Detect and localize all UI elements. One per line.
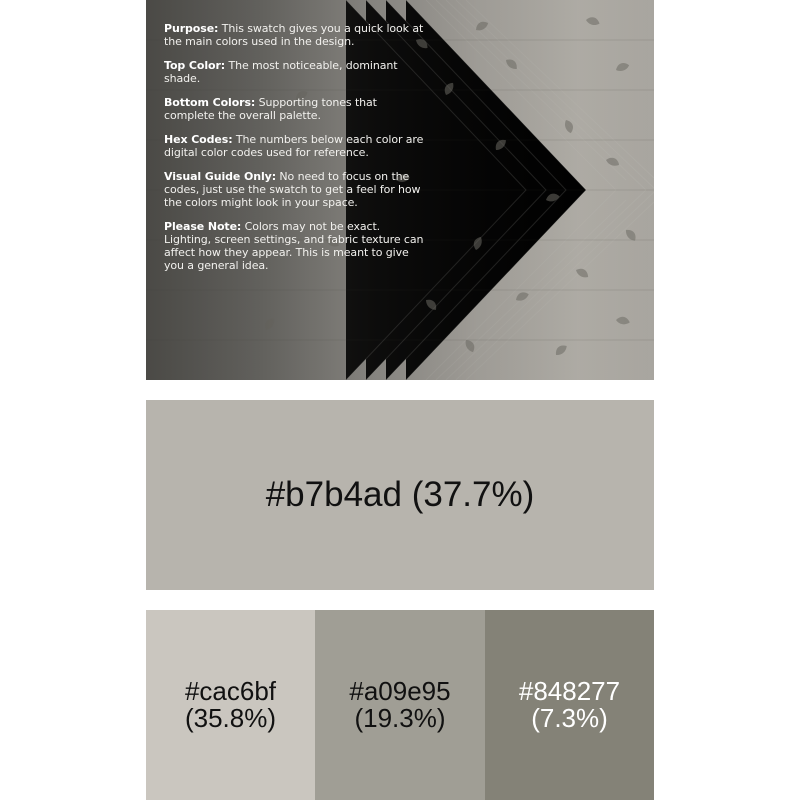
info-top-color: Top Color: The most noticeable, dominant shade. — [164, 58, 398, 86]
swatch-percent-label: (19.3%) — [354, 703, 446, 733]
fabric-texture-preview — [146, 0, 654, 380]
swatch-info-text — [164, 22, 426, 283]
secondary-color-swatch-3 — [485, 610, 654, 800]
main-color-label: #b7b4ad (37.7%) — [265, 475, 535, 514]
main-color-swatch — [146, 400, 654, 590]
swatch-hex-label: #a09e95 — [349, 676, 451, 706]
swatch-hex-label: #848277 — [518, 676, 621, 706]
info-hex-codes: Hex Codes: The numbers below each color are digital color codes used for reference. — [164, 132, 424, 159]
swatch-percent-label: (35.8%) — [184, 703, 277, 733]
info-purpose: Purpose: This swatch gives you a quick look at the main colors used in the design. — [164, 22, 424, 49]
info-visual-guide: Visual Guide Only: No need to focus on the codes, just use the swatch to get a feel for how the colors might look in your space. — [164, 169, 421, 210]
secondary-color-swatch-2 — [315, 610, 485, 800]
info-please-note: Please Note: Colors may not be exact. Lighting, screen settings, and fabric texture can affect how they appear. This is meant to give you a general idea. — [164, 219, 424, 273]
secondary-color-swatch-1 — [146, 610, 315, 800]
swatch-percent-label: (7.3%) — [531, 703, 608, 733]
swatch-hex-label: #cac6bf — [184, 676, 277, 706]
info-bottom-colors: Bottom Colors: Supporting tones that complete the overall palette. — [164, 95, 377, 123]
